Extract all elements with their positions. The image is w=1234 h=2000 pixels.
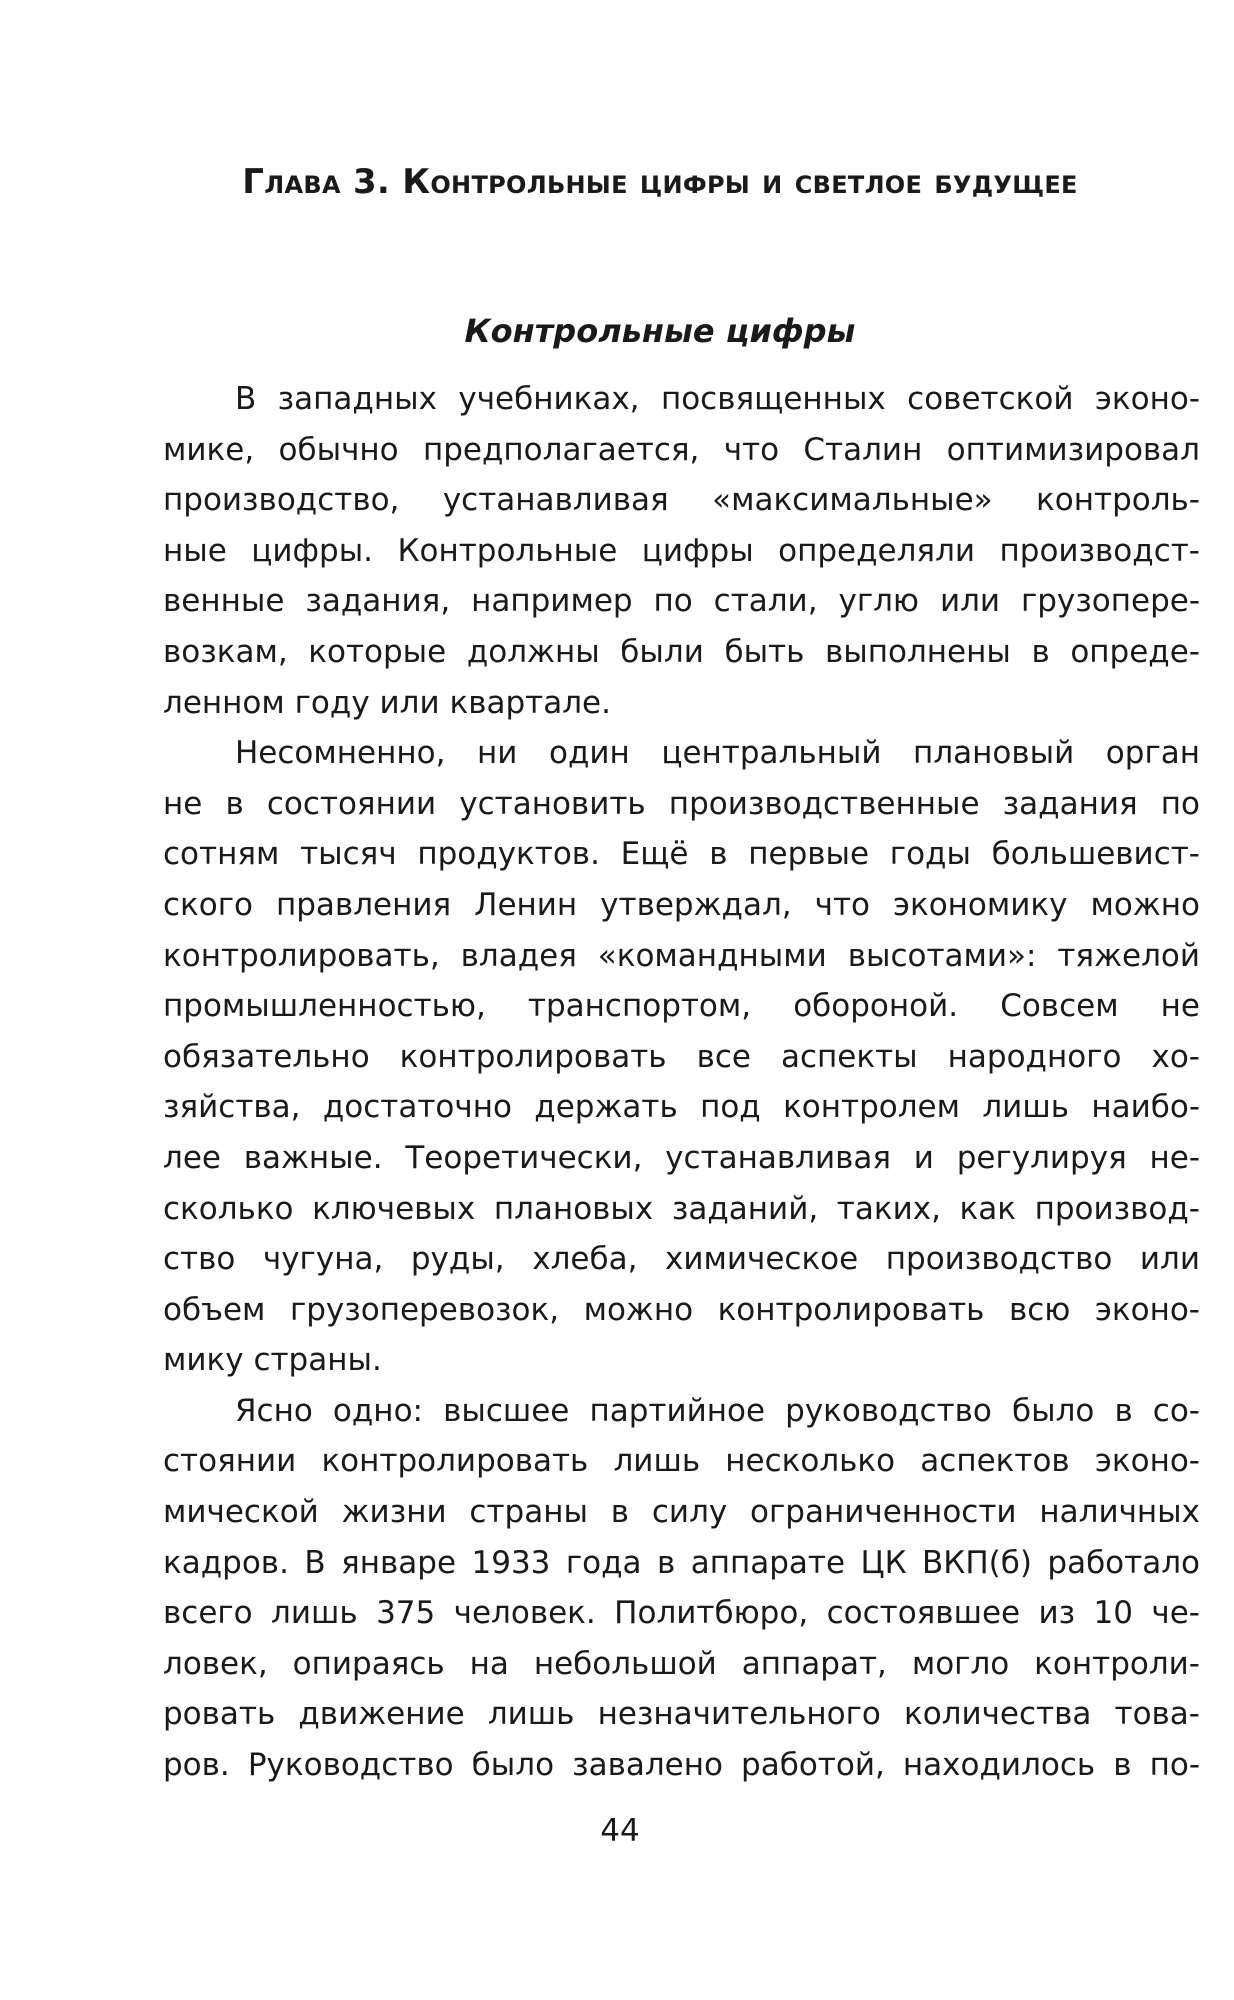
text-line: ровать движение лишь незначительного количества това- — [163, 1696, 1200, 1733]
text-line: сотням тысяч продуктов. Ещё в первые годы большевист- — [163, 836, 1200, 873]
text-line: всего лишь 375 человек. Политбюро, состоявшее из 10 че- — [163, 1595, 1200, 1632]
text-line: ловек, опираясь на небольшой аппарат, могло контроли- — [163, 1645, 1200, 1682]
text-line: стоянии контролировать лишь несколько аспектов эконо- — [163, 1443, 1200, 1480]
text-line: ные цифры. Контрольные цифры определяли производст- — [163, 532, 1200, 569]
text-line: ство чугуна, руды, хлеба, химическое производство или — [163, 1241, 1200, 1278]
section-title: Контрольные цифры — [464, 312, 856, 350]
body-text — [163, 374, 1200, 1791]
text-line: производство, устанавливая «максимальные» контроль- — [163, 482, 1200, 519]
text-line: ленном году или квартале. — [163, 684, 611, 721]
text-line: возкам, которые должны были быть выполнены в опреде- — [163, 633, 1200, 670]
chapter-title: Глава 3. Контрольные цифры и светлое будущее — [242, 162, 1078, 202]
text-line: ров. Руководство было завалено работой, находилось в по- — [163, 1747, 1200, 1784]
text-line: мику страны. — [163, 1342, 382, 1379]
text-line: мике, обычно предполагается, что Сталин оптимизировал — [163, 431, 1200, 468]
text-line: мической жизни страны в силу ограниченности наличных — [163, 1494, 1200, 1531]
text-line: контролировать, владея «командными высотами»: тяжелой — [163, 937, 1200, 974]
text-line: венные задания, например по стали, углю или грузопере- — [163, 583, 1200, 620]
text-line: сколько ключевых плановых заданий, таких, как производ- — [163, 1190, 1200, 1227]
page-number: 44 — [600, 1813, 640, 1849]
text-line: лее важные. Теоретически, устанавливая и регулируя не- — [163, 1139, 1200, 1176]
text-line: не в состоянии установить производственные задания по — [163, 785, 1200, 822]
text-line: объем грузоперевозок, можно контролировать всю эконо- — [163, 1291, 1200, 1328]
text-line: промышленностью, транспортом, обороной. Совсем не — [163, 988, 1200, 1025]
text-line: зяйства, достаточно держать под контролем лишь наибо- — [163, 1089, 1200, 1126]
text-line: ского правления Ленин утверждал, что экономику можно — [163, 886, 1200, 923]
text-line: Ясно одно: высшее партийное руководство было в со- — [235, 1392, 1200, 1429]
text-line: В западных учебниках, посвященных советской эконо- — [235, 381, 1200, 417]
text-line: кадров. В январе 1933 года в аппарате ЦК ВКП(б) работало — [163, 1544, 1200, 1581]
text-line: обязательно контролировать все аспекты народного хо- — [163, 1038, 1200, 1075]
text-line: Несомненно, ни один центральный плановый орган — [235, 735, 1200, 772]
